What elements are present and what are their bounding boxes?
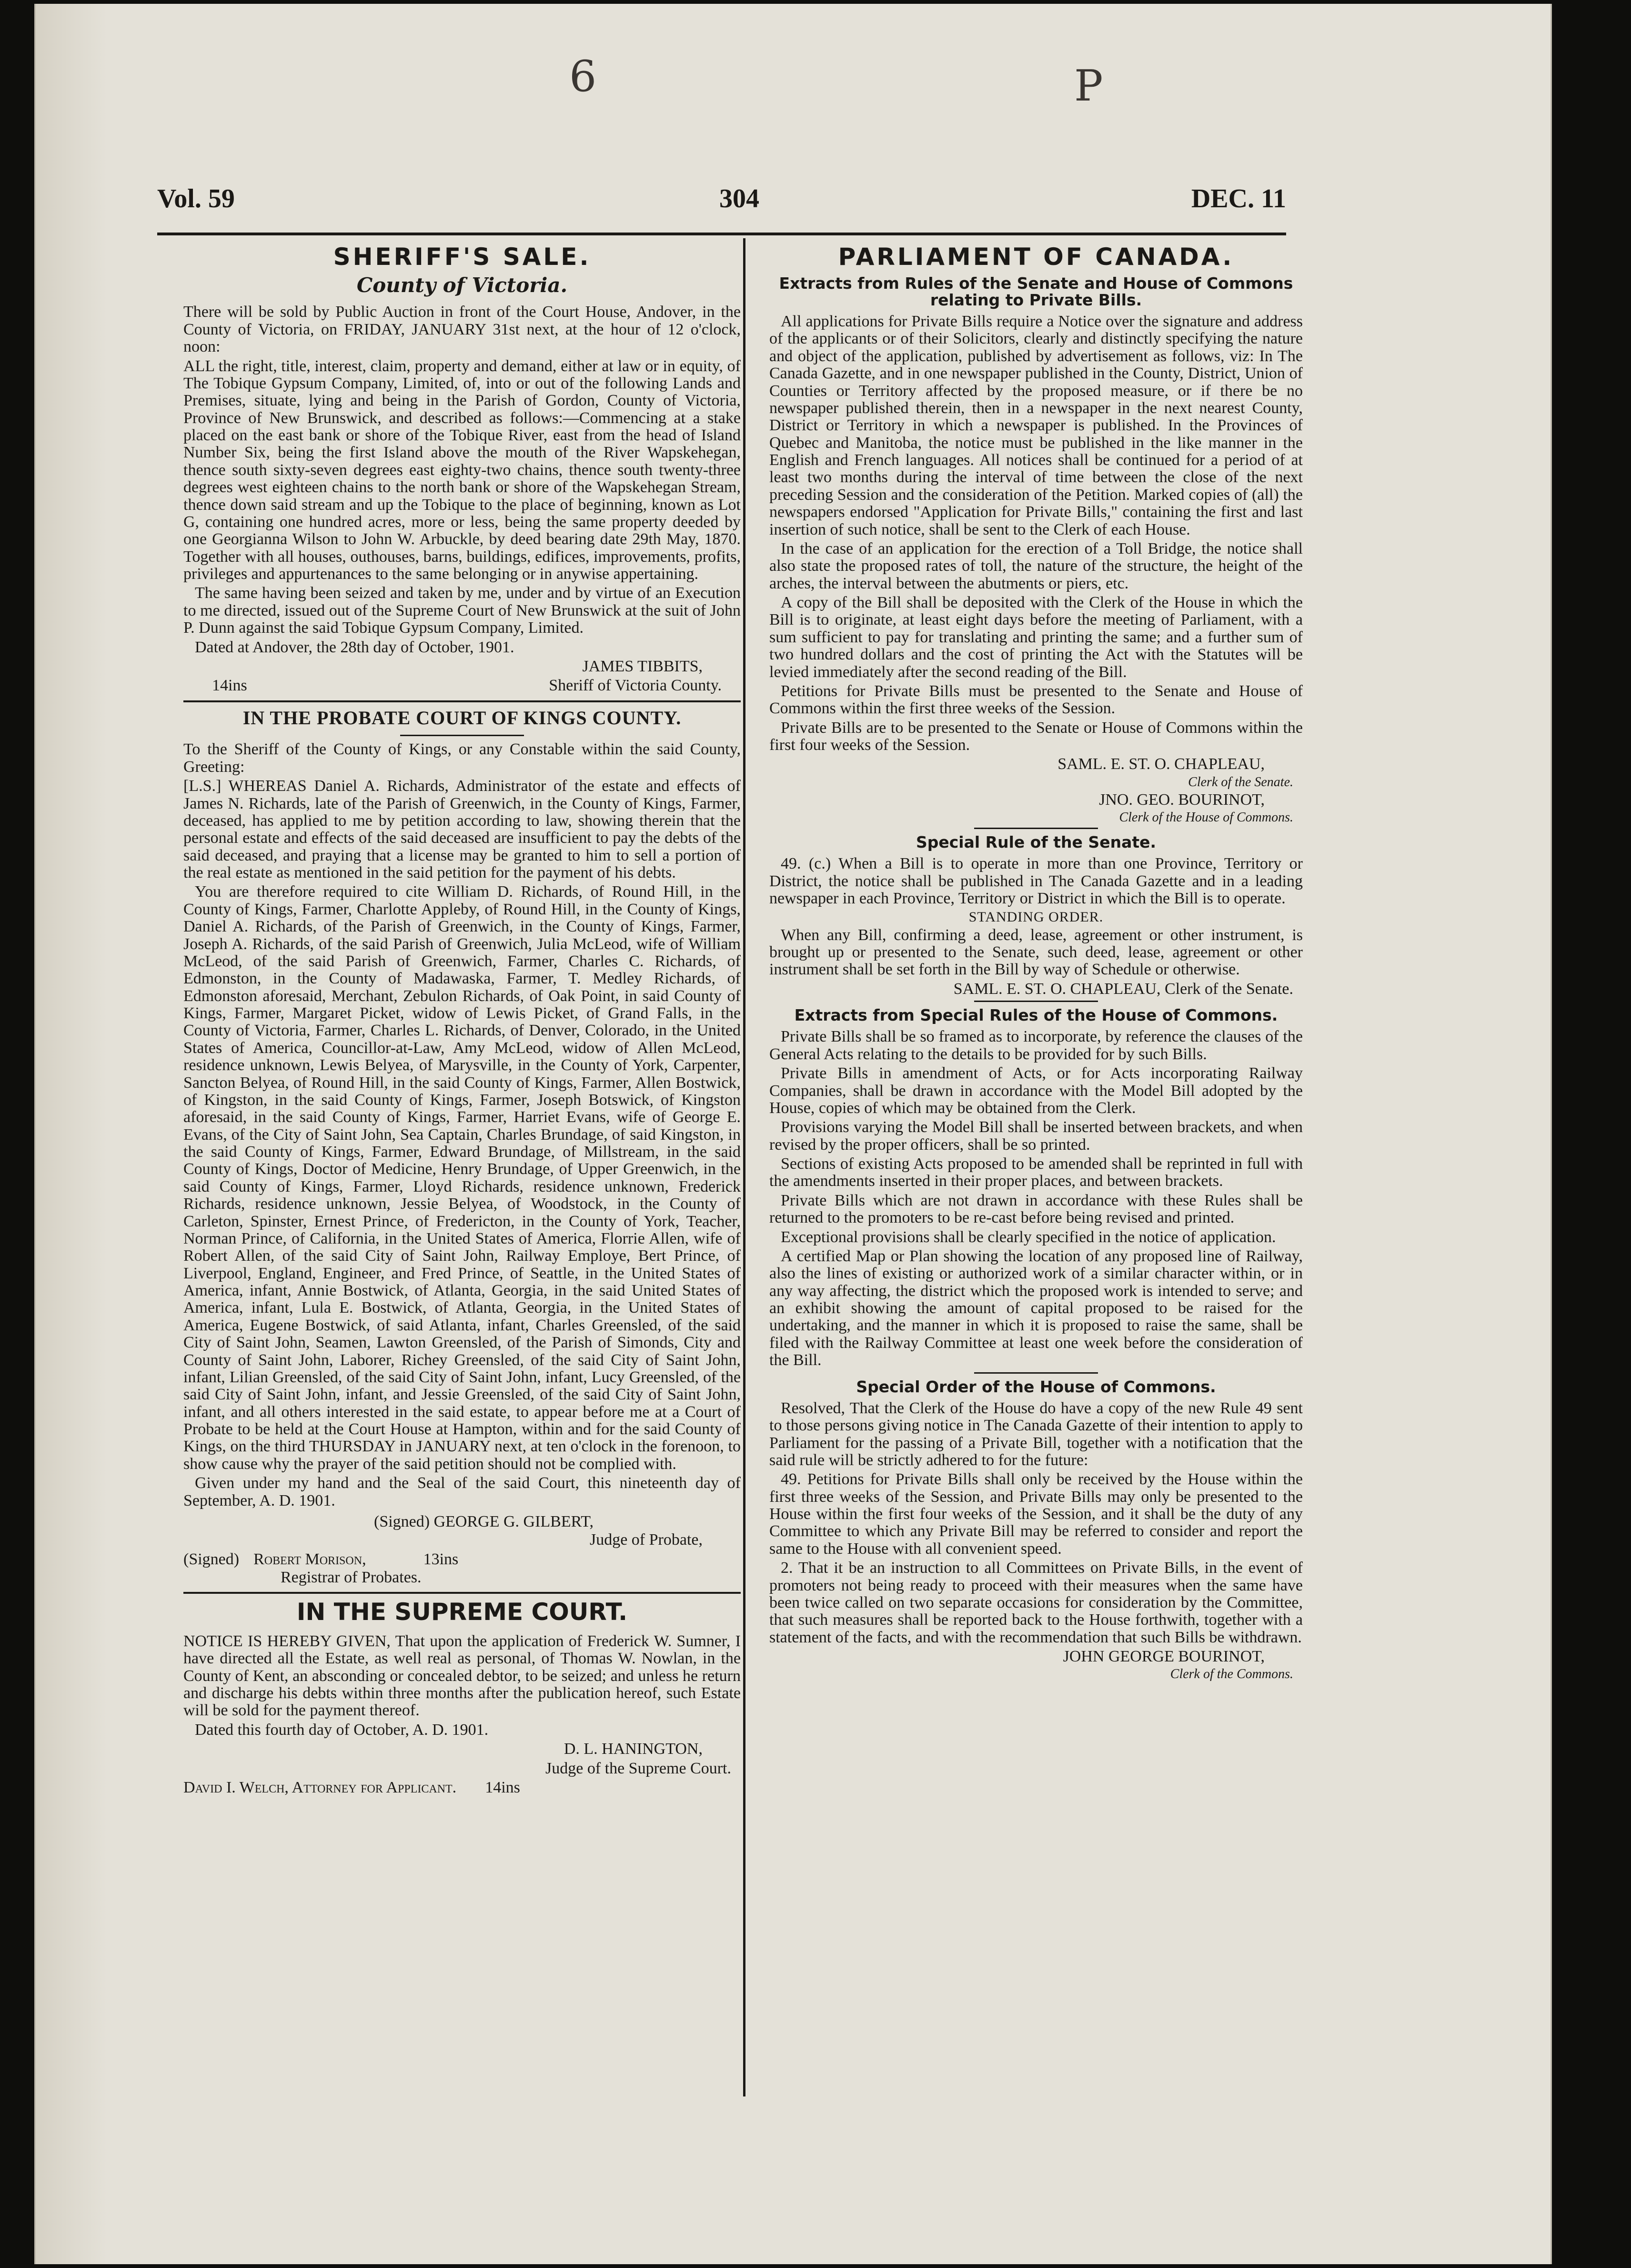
issue-date: DEC. 11	[1191, 184, 1286, 213]
signature-title: Clerk of the Senate.	[1188, 774, 1293, 790]
signature-name: D. L. HANINGTON,	[564, 1740, 703, 1758]
paragraph: There will be sold by Public Auction in front of the Court House, Andover, in the County of Victoria, on FRIDAY, JANUARY 31st next, at the hour of 12 o'clock, noon:	[183, 303, 741, 356]
paragraph: Petitions for Private Bills must be presented to the Senate and House of Commons within the first three weeks of the Session.	[769, 682, 1303, 718]
signed-label: (Signed)	[374, 1512, 430, 1530]
paragraph: A copy of the Bill shall be deposited with the Clerk of the House in which the Bill is to originate, at least eight days before the meeting of Parliament, with a sum sufficient to pay for translating and printing the same; and a further sum of two hundred dollars and the cost of printing the Act with the Statutes will be levied immediately after the second reading of the Bill.	[769, 594, 1303, 681]
short-rule	[400, 735, 524, 736]
section-subtitle: Special Rule of the Senate.	[916, 833, 1157, 852]
commons-rules	[769, 1007, 1303, 1369]
paragraph: The same having been seized and taken by me, under and by virtue of an Execution to me directed, issued out of the Supreme Court of New Brunswick at the suit of John P. Dunn against the said Tobique Gypsum Company, Limited.	[183, 584, 741, 637]
page-number: 304	[719, 184, 759, 213]
section-subtitle: Special Order of the House of Commons.	[856, 1377, 1216, 1396]
signature-name: JNO. GEO. BOURINOT,	[1099, 790, 1265, 809]
paragraph: Provisions varying the Model Bill shall be inserted between brackets, and when revised by the proper officers, shall be so printed.	[769, 1118, 1303, 1154]
insertion-count: 14ins	[212, 677, 247, 695]
signed-label: (Signed)	[183, 1550, 240, 1568]
paragraph: All applications for Private Bills require a Notice over the signature and address of the applicants or of their Solicitors, clearly and distinctly specifying the nature and object of the application, published by advertisement as follows, viz: In The Canada Gazette, and in one newspaper published in the County, District, Union of Counties or Territory affected by the proposed measure, or if there be no newspaper published therein, then in a newspaper in the next nearest County, District or Territory in which a newspaper is published. In the Provinces of Quebec and Manitoba, the notice must be published in the like manner in the English and French languages. All notices shall be continued for a period of at least two months during the interval of time between the close of the next preceding Session and the consideration of the Petition. Marked copies of (all) the newspapers endorsed "Application for Private Bills," containing the first and last insertion of such notice, shall be sent to the Clerk of each House.	[769, 313, 1303, 538]
page-stain	[36, 4, 107, 2264]
section-subtitle: County of Victoria.	[356, 273, 568, 297]
paragraph: Private Bills are to be presented to the Senate or House of Commons within the first four weeks of the Session.	[769, 719, 1303, 754]
probate-court-notice	[183, 708, 741, 1587]
paragraph: Private Bills in amendment of Acts, or for Acts incorporating Railway Companies, shall be drawn in accordance with the Model Bill adopted by the House, copies of which may be obtained from the Clerk.	[769, 1064, 1303, 1117]
paragraph: 49. (c.) When a Bill is to operate in more than one Province, Territory or District, the notice shall be published in The Canada Gazette and in a leading newspaper in each Province, Territory or District in which the Bill is to operate.	[769, 855, 1303, 908]
paragraph: ALL the right, title, interest, claim, property and demand, either at law or in equity, of The Tobique Gypsum Company, Limited, of, into or out of the following Lands and Premises, situate, lying and being in the Parish of Gordon, County of Victoria, Province of New Brunswick, and described as follows:—Commencing at a stake placed on the east bank or shore of the Tobique River, east from the head of Island Number Six, being the first Island above the mouth of the River Wapskehegan, thence south sixty-seven degrees east eighty-two chains, thence south twenty-three degrees west eighteen chains to the north bank or shore of the Wapskehegan Stream, thence down said stream and up the Tobique to the place of beginning, known as Lot G, containing one hundred acres, more or less, being the same property deeded by one Georgianna Wilson to John W. Arbuckle, by deed bearing date 29th May, 1870. Together with all houses, outhouses, barns, buildings, edifices, improvements, profits, privileges and appurtenances to the same belonging or in anywise appertaining.	[183, 357, 741, 583]
right-column	[769, 241, 1303, 1683]
section-subtitle: Extracts from Special Rules of the House of Commons.	[794, 1006, 1278, 1025]
short-rule	[974, 828, 1098, 829]
paragraph: Given under my hand and the Seal of the said Court, this nineteenth day of September, A. D. 1901.	[183, 1474, 741, 1509]
section-title: IN THE PROBATE COURT OF KINGS COUNTY.	[242, 707, 682, 729]
standing-order-heading: STANDING ORDER.	[968, 909, 1104, 925]
paragraph: Private Bills shall be so framed as to incorporate, by reference the clauses of the General Acts relating to the details to be provided for by such Bills.	[769, 1028, 1303, 1063]
section-rule	[183, 700, 741, 702]
short-rule	[974, 1001, 1098, 1002]
private-bills-rules	[769, 275, 1303, 825]
section-subtitle: Extracts from Rules of the Senate and House of Commons relating to Private Bills.	[779, 273, 1293, 309]
signature-line: SAML. E. ST. O. CHAPLEAU, Clerk of the Senate.	[953, 980, 1293, 998]
paragraph: In the case of an application for the erection of a Toll Bridge, the notice shall also state the proposed rates of toll, the nature of the structure, the height of the arches, the interval between the abutments or piers, etc.	[769, 539, 1303, 592]
attorney-line: David I. Welch, Attorney for Applicant.	[183, 1778, 457, 1796]
insertion-count: 14ins	[485, 1778, 520, 1796]
senate-rule	[769, 834, 1303, 998]
section-title: SHERIFF'S SALE.	[333, 243, 591, 271]
paragraph: A certified Map or Plan showing the location of any proposed line of Railway, also the lines of existing or authorized work of a similar character within, or in any way affecting, the district which the proposed work is intended to serve; and an exhibit showing the amount of capital proposed to be raised for the undertaking, and the manner in which it is proposed to raise the same, shall be filed with the Railway Committee at least one week before the consideration of the Bill.	[769, 1247, 1303, 1369]
short-rule	[974, 1372, 1098, 1374]
left-column	[183, 241, 741, 1797]
signature-name: GEORGE G. GILBERT,	[433, 1512, 594, 1530]
signature-name: SAML. E. ST. O. CHAPLEAU,	[1057, 755, 1265, 773]
paragraph: Resolved, That the Clerk of the House do have a copy of the new Rule 49 sent to those persons giving notice in The Canada Gazette of their intention to apply to Parliament for the passing of a Private Bill, together with a notification that the said rule will be strictly adhered to for the future:	[769, 1399, 1303, 1469]
handwritten-mark: 6	[569, 51, 597, 101]
section-rule	[183, 1592, 741, 1594]
paragraph: Sections of existing Acts proposed to be amended shall be reprinted in full with the amendments inserted in their proper places, and between brackets.	[769, 1155, 1303, 1190]
section-title: PARLIAMENT OF CANADA.	[838, 243, 1234, 271]
page-header	[157, 183, 1286, 226]
paragraph: To the Sheriff of the County of Kings, or any Constable within the said County, Greeting:	[183, 740, 741, 776]
header-rule	[157, 233, 1286, 235]
paragraph: Dated at Andover, the 28th day of October, 1901.	[195, 638, 514, 656]
registrar-title: Registrar of Probates.	[281, 1569, 422, 1587]
paragraph: Dated this fourth day of October, A. D. 1901.	[195, 1721, 489, 1739]
signature-title: Clerk of the House of Commons.	[1119, 810, 1293, 825]
paragraph: Exceptional provisions shall be clearly specified in the notice of application.	[781, 1228, 1276, 1246]
insertion-count: 13ins	[423, 1550, 459, 1568]
handwritten-mark: P	[1074, 61, 1103, 111]
sheriff-sale-notice	[183, 244, 741, 695]
paragraph: [L.S.] WHEREAS Daniel A. Richards, Administrator of the estate and effects of James N. Richards, late of the Parish of Greenwich, in the County of Kings, Farmer, deceased, has applied to me by petition according to law, showing therein that the personal estate and effects of the said deceased are insufficient to pay the debts of the said deceased, and praying that a license may be granted to him to sell a portion of the real estate as mentioned in the said petition for the payment of his debts.	[183, 777, 741, 882]
column-divider	[743, 238, 745, 2096]
paragraph: 49. Petitions for Private Bills shall only be received by the House within the first three weeks of the Session, and Private Bills may only be presented to the House within the first four weeks of the Session, and it shall be the duty of any Committee to which any Private Bill may be referred to consider and report the same to the House with all convenient speed.	[769, 1470, 1303, 1558]
registrar-name: Robert Morison,	[253, 1550, 366, 1568]
paragraph: You are therefore required to cite William D. Richards, of Round Hill, in the County of Kings, Farmer, Charlotte Appleby, of Round Hill, in the County of Kings, Daniel A. Richards, of the Parish of Greenwich, in the County of Kings, Farmer, Joseph A. Richards, of the said Parish of Greenwich, Julia McLeod, wife of William McLeod, of the said Parish of Greenwich, Farmer, Charles C. Richards, of Edmonston, in the County of Madawaska, Farmer, T. Medley Richards, of Edmonston aforesaid, Merchant, Zebulon Richards, of Oak Point, in said County of Kings, Farmer, Margaret Picket, widow of Lewis Picket, of Grand Falls, in the County of Victoria, Farmer, Charles L. Richards, of Denver, Colorado, in the United States of America, Councillor-at-Law, Amy McLeod, widow of Allen McLeod, residence unknown, Lewis Belyea, of Marysville, in the County of York, Carpenter, Sancton Belyea, of Round Hill, in the said County of Kings, Farmer, Allen Bostwick, of Kingston, in the said County of Kings, Farmer, Joseph Botswick, of Kingston aforesaid, in the said County of Kings, Farmer, Harriet Evans, wife of George E. Evans, of the City of Saint John, Sea Captain, Charles Brundage, of said Kingston, in the said County of Kings, Farmer, Edward Brundage, of Millstream, in the said County of Kings, Doctor of Medicine, Henry Brundage, of Upper Greenwich, in the said County of Kings, Farmer, Lloyd Richards, residence unknown, Frederick Richards, residence unknown, Jessie Belyea, of Woodstock, in the County of Carleton, Spinster, Ernest Prince, of Fredericton, in the County of York, Teacher, Norman Prince, of California, in the United States of America, Florrie Allen, wife of Robert Allen, of the said City of Saint John, Railway Employe, Bert Prince, of Liverpool, England, Engineer, and Fred Prince, of Seattle, in the United States of America, infant, Annie Bostwick, of Atlanta, Georgia, in the said United States of America, infant, Lula E. Bostwick, of Atlanta, Georgia, in the United States of America, Eugene Bostwick, of said Atlanta, infant, Charles Greensled, of the said City of Saint John, Seamen, Lawton Greensled, of the Parish of Simonds, City and County of Saint John, Laborer, Richey Greensled, of the said City of Saint John, infant, Lilian Greensled, of the said City of Saint John, infant, Lucy Greensled, of the said City of Saint John, infant, and Jessie Greensled, of the said City of Saint John, infant, and all others interested in the said estate, to appear before me at a Court of Probate to be held at the Court House at Hampton, within and for the said County of Kings, on the third THURSDAY in JANUARY next, at ten o'clock in the forenoon, to show cause why the prayer of the said petition should not be complied with.	[183, 883, 741, 1473]
signature-name: JAMES TIBBITS,	[582, 657, 703, 675]
volume-label: Vol. 59	[157, 184, 235, 213]
paragraph: NOTICE IS HEREBY GIVEN, That upon the application of Frederick W. Sumner, I have directed all the Estate, as well real as personal, of Thomas W. Nowlan, in the County of Kent, an absconding or concealed debtor, to be seized; and unless he return and discharge his debts within three months after the publication hereof, such Estate will be sold for the payment thereof.	[183, 1632, 741, 1720]
paragraph: Private Bills which are not drawn in accordance with these Rules shall be returned to the promoters to be re-cast before being revised and printed.	[769, 1191, 1303, 1227]
special-order	[769, 1378, 1303, 1682]
signature-title: Judge of Probate,	[589, 1531, 703, 1549]
signature-title: Sheriff of Victoria County.	[549, 677, 722, 695]
paragraph: When any Bill, confirming a deed, lease, agreement or other instrument, is brought up or presented to the Senate, such deed, lease, agreement or other instrument shall be set forth in the Bill by way of Schedule or otherwise.	[769, 926, 1303, 979]
signature-name: JOHN GEORGE BOURINOT,	[1063, 1648, 1265, 1666]
paragraph: 2. That it be an instruction to all Committees on Private Bills, in the event of promoters not being ready to proceed with their measures when the same have been twice called on two separate occasions for consideration by the Committee, that such measures shall be reported back to the House forthwith, together with a statement of the facts, and with the recommendation that such Bills be withdrawn.	[769, 1559, 1303, 1646]
section-title: IN THE SUPREME COURT.	[296, 1598, 628, 1626]
supreme-court-notice	[183, 1600, 741, 1796]
signature-title: Clerk of the Commons.	[1170, 1667, 1293, 1682]
signature-title: Judge of the Supreme Court.	[545, 1759, 731, 1777]
